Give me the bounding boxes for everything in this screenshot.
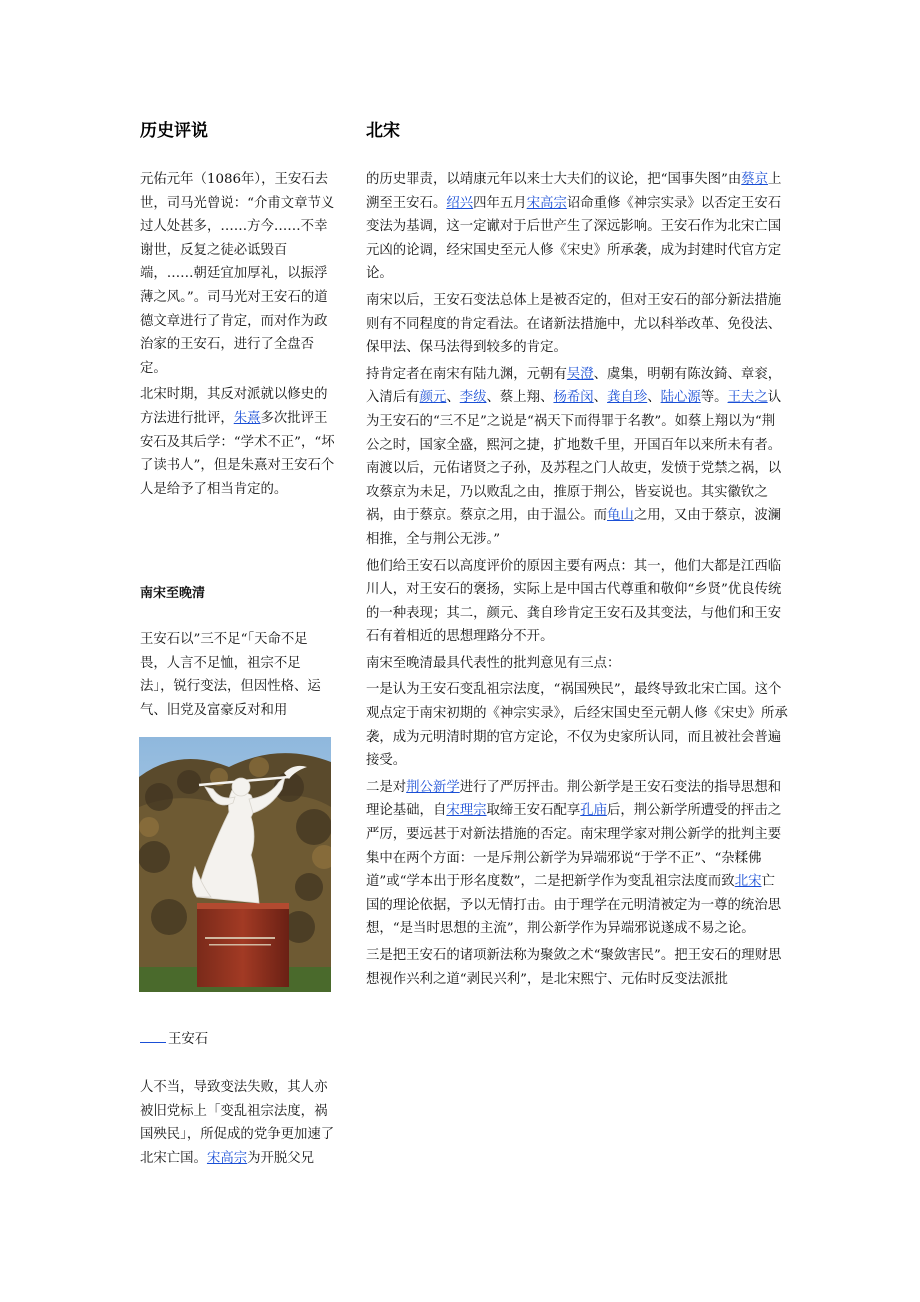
text: 的历史罪责，以靖康元年以来士大夫们的议论，把“国事失图”由 [366, 172, 742, 187]
link-yang-ximin[interactable]: 杨希闵 [553, 390, 594, 406]
link-northern-song[interactable]: 北宋 [734, 874, 762, 890]
link-song-gaozong[interactable]: 宋高宗 [526, 195, 567, 211]
link-zhu-xi[interactable]: 朱熹 [233, 410, 261, 426]
paragraph: 他们给王安石以高度评价的原因主要有两点：其一，他们大都是江西临川人，对王安石的褒扬，实际上是中国古代尊重和敬仰“乡贤”优良传统的一种表现；其二，颜元、龚自珍肯定王安石及其变法，与他们和王安石有着相近的思想理路分不开。 [366, 558, 782, 645]
paragraph [366, 776, 788, 941]
text: 进行了严厉抨击。荆公新学是王安石变法的指导思想和理论基础，自 [366, 779, 782, 819]
paragraph: 一是认为王安石变乱祖宗法度，“祸国殃民”，最终导致北宋亡国。这个观点定于南宋初期的《神宗实录》，后经宋国史至元朝人修《宋史》所承袭，成为元明清时期的官方定论，不仅为史家所认同，而且被社会普遍接受。 [366, 682, 788, 769]
link-gui-shan[interactable]: 龟山 [607, 508, 634, 524]
link-jinggong-xinxue[interactable]: 荆公新学 [406, 779, 460, 795]
text: 诏命重修《神宗实录》以否定王安石变法为基调，这一定谳对于后世产生了深远影响。王安石作为北宋亡国元凶的论调，经宋国史至元人修《宋史》所承袭，成为封建时代官方定论。 [366, 195, 782, 282]
text: 、 [593, 390, 608, 406]
text: 持肯定者在南宋有陆九渊，元朝有 [366, 366, 567, 382]
section-title-northern-song: 北宋 [366, 121, 400, 141]
text: 、蔡上翔、 [486, 390, 554, 406]
image-caption [140, 1030, 208, 1050]
text: 多次批评王安石及其后学：“学术不正”，“坏了读书人”，但是朱熹对王安石个人是给予了相当肯定的。 [140, 410, 335, 497]
paragraph: 南宋以后，王安石变法总体上是被否定的，但对王安石的部分新法措施则有不同程度的肯定看法。在诸新法措施中，尤以科举改革、免役法、保甲法、保马法得到较多的肯定。 [366, 292, 782, 356]
link-song-lizong[interactable]: 宋理宗 [446, 803, 487, 819]
link-cai-jing[interactable]: 蔡京 [741, 172, 769, 187]
caption-link-blank[interactable] [140, 1030, 166, 1043]
caption-text: 王安石 [168, 1032, 209, 1047]
link-confucius-temple[interactable]: 孔庙 [580, 803, 608, 819]
paragraph: 王安石以”三不足“「天命不足畏，人言不足恤，祖宗不足法」，锐行变法，但因性格、运气、旧党及富豪反对和用 [140, 632, 321, 718]
left-column-bottom [140, 1076, 336, 1170]
link-yan-yuan[interactable]: 颜元 [419, 390, 447, 406]
paragraph: 三是把王安石的诸项新法称为聚敛之术“聚敛害民”。把王安石的理财思想视作兴利之道“剥民兴利”，是北宋熙宁、元佑时反变法派批 [366, 948, 782, 987]
statue-photo [139, 737, 331, 992]
text: 人不当，导致变法失败，其人亦被旧党标上「变乱祖宗法度，祸国殃民」，所促成的党争更加速了北宋亡国。 [140, 1080, 335, 1166]
text: 亡国的理论依据，予以无情打击。由于理学在元明清被定为一尊的统治思想，“是当时思想的主流”，荆公新学作为异端邪说遂成不易之论。 [366, 874, 782, 937]
link-shaoxing[interactable]: 绍兴 [446, 195, 474, 211]
paragraph: 元佑元年（1086年），王安石去世，司马光曾说：“介甫文章节义过人处甚多，……方今……不幸谢世，反复之徒必诋毁百端，……朝廷宜加厚礼，以振浮薄之风。”。司马光对王安石的道德文章进行了肯定，而对作为政治家的王安石，进行了全盘否定。 [140, 172, 335, 376]
link-wang-fuzhi[interactable]: 王夫之 [727, 390, 768, 406]
subheading-southern-song: 南宋至晚清 [140, 586, 206, 601]
left-column-top [140, 168, 338, 504]
text: 北宋时期，其反对派就以修史的方法进行批评， [140, 387, 328, 426]
text: 、 [446, 390, 460, 406]
text: 四年五月 [473, 195, 527, 211]
paragraph [140, 1076, 336, 1170]
paragraph [366, 168, 788, 286]
text: 等。 [700, 390, 728, 406]
link-wu-cheng[interactable]: 吴澄 [566, 366, 594, 382]
section-title-history: 历史评说 [140, 121, 208, 141]
text: 取缔王安石配享 [486, 803, 581, 819]
paragraph [140, 383, 338, 501]
text: 、虞集，明朝有陈汝錡、章衮，入清后有 [366, 366, 782, 406]
paragraph [366, 363, 788, 552]
link-song-gaozong[interactable]: 宋高宗 [206, 1150, 248, 1166]
link-li-fu[interactable]: 李绂 [459, 390, 487, 406]
text: 为开脱父兄 [247, 1150, 315, 1166]
text: 认为王安石的“三不足”之说是“祸天下而得罪于名教”。如蔡上翔以为“荆公之时，国家全盛，熙河之捷，扩地数千里，开国百年以来所未有者。南渡以后，元佑诸贤之子孙，及苏程之门人故吏，发愤于党禁之祸，以攻蔡京为未足，乃以败乱之由，推原于荆公，皆妄说也。其实徽钦之祸，由于蔡京。蔡京之用，由于温公。而 [366, 390, 782, 524]
left-column-mid [140, 628, 332, 722]
text: 、 [647, 390, 661, 406]
text: 二是对 [366, 779, 407, 795]
link-lu-xinyuan[interactable]: 陆心源 [660, 390, 701, 406]
text: 之用，又由于蔡京，波澜相推，全与荆公无涉。” [366, 508, 782, 547]
link-gong-zizhen[interactable]: 龚自珍 [607, 390, 648, 406]
text: 上溯至王安石。 [366, 172, 782, 211]
text: 后，荆公新学所遭受的抨击之严厉，要远甚于对新法措施的否定。南宋理学家对荆公新学的批判主要集中在两个方面：一是斥荆公新学为异端邪说“于学不正”、“杂糅佛道”或“学本出于形名度数”，二是把新学作为变乱祖宗法度而致 [366, 803, 782, 890]
paragraph: 南宋至晚清最具代表性的批判意见有三点： [366, 655, 621, 671]
right-column [366, 168, 788, 994]
